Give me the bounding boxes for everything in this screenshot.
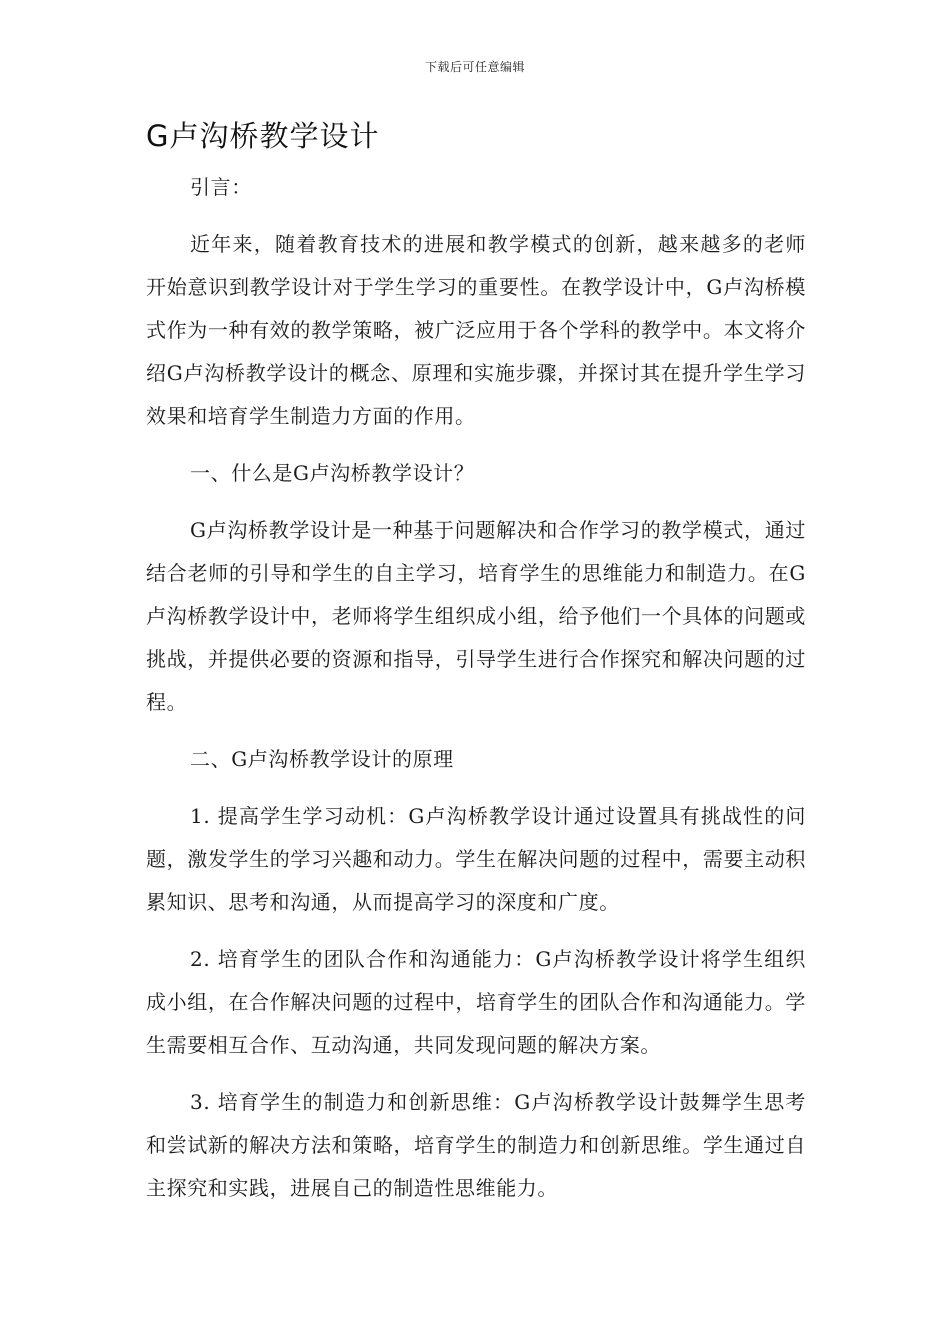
principle-3-paragraph: 3. 培育学生的制造力和创新思维：G卢沟桥教学设计鼓舞学生思考和尝试新的解决方法和策略，培育学生的制造力和创新思维。学生通过自主探究和实践，进展自己的制造性思维能力。 bbox=[146, 1090, 806, 1200]
intro-label: 引言： bbox=[190, 175, 252, 199]
intro-paragraph: 近年来，随着教育技术的进展和教学模式的创新，越来越多的老师开始意识到教学设计对于学生学习的重要性。在教学设计中，G卢沟桥模式作为一种有效的教学策略，被广泛应用于各个学科的教学中。本文将介绍G卢沟桥教学设计的概念、原理和实施步骤，并探讨其在提升学生学习效果和培育学生制造力方面的作用。 bbox=[146, 232, 806, 428]
principle-1-paragraph: 1. 提高学生学习动机：G卢沟桥教学设计通过设置具有挑战性的问题，激发学生的学习兴趣和动力。学生在解决问题的过程中，需要主动积累知识、思考和沟通，从而提高学习的深度和广度。 bbox=[146, 804, 806, 914]
document-title: G卢沟桥教学设计 bbox=[146, 119, 380, 153]
section-heading-what: 一、什么是G卢沟桥教学设计？ bbox=[190, 461, 475, 485]
header-note: 下载后可任意编辑 bbox=[424, 60, 525, 74]
definition-paragraph: G卢沟桥教学设计是一种基于问题解决和合作学习的教学模式，通过结合老师的引导和学生的自主学习，培育学生的思维能力和制造力。在G卢沟桥教学设计中，老师将学生组织成小组，给予他们一个具体的问题或挑战，并提供必要的资源和指导，引导学生进行合作探究和解决问题的过程。 bbox=[146, 518, 806, 714]
document-body bbox=[146, 166, 806, 1224]
section-heading-principles: 二、G卢沟桥教学设计的原理 bbox=[190, 747, 454, 771]
principle-2-paragraph: 2. 培育学生的团队合作和沟通能力：G卢沟桥教学设计将学生组织成小组，在合作解决问题的过程中，培育学生的团队合作和沟通能力。学生需要相互合作、互动沟通，共同发现问题的解决方案。 bbox=[146, 947, 806, 1057]
